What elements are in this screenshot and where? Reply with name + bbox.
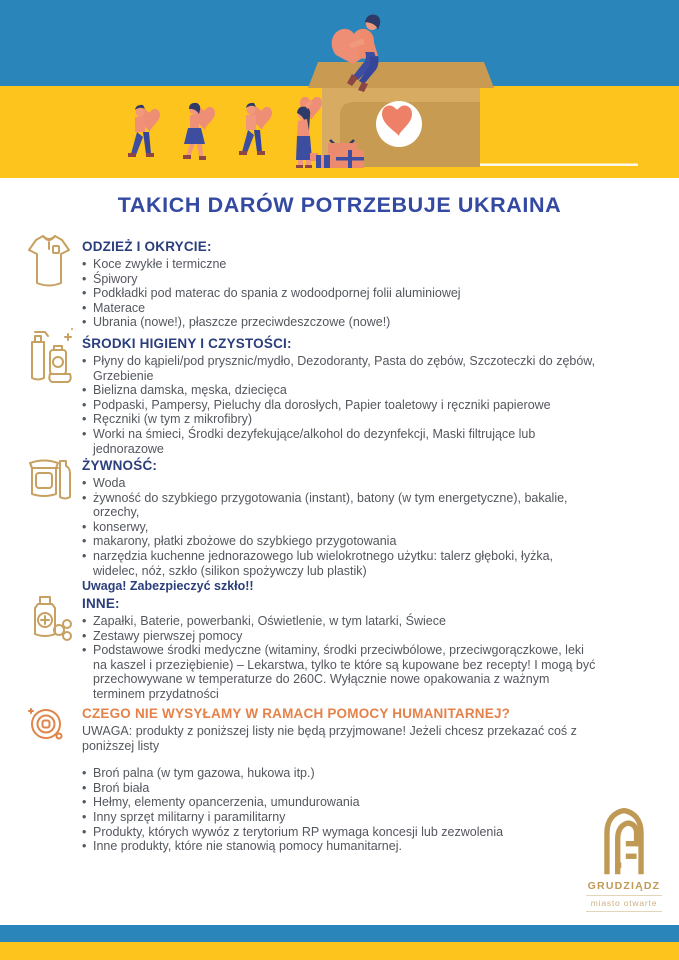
section-list: [82, 476, 598, 578]
people-carrying-hearts-to-donation-box: [0, 0, 679, 178]
list-item: • Bielizna damska, męska, dziecięca: [82, 383, 598, 398]
list-item: • Woda: [82, 476, 598, 491]
list-item: • Worki na śmieci, Środki dezyfekujące/alkohol do dezynfekcji, Maski filtrujące lub jednorazowe: [82, 427, 598, 456]
list-item: • Podstawowe środki medyczne (witaminy, środki przeciwbólowe, przeciwgorączkowe, leki na kaszel i przeziębienie) – Lekarstwa, tylko te które są kupowane bez recepty! I mogą być przechowywane w temperaturze do 260C. Wyłącznie nowe opakowania z ważnym terminem przydatności: [82, 643, 598, 701]
glass-warning-note: Uwaga! Zabezpieczyć szkło!!: [82, 579, 254, 594]
grudziadz-gate-icon: [595, 806, 653, 876]
list-item: • Produkty, których wywóz z terytorium RP wymaga koncesji lub zezwolenia: [82, 825, 598, 840]
list-item: • Zestawy pierwszej pomocy: [82, 629, 598, 644]
food-jar-icon: [26, 450, 74, 502]
list-item: • narzędzia kuchenne jednorazowego lub wielokrotnego użytku: talerz głęboki, łyżka, widelec, nóż, szkło (silikon spożywczy lub plastik): [82, 549, 598, 578]
page-title: TAKICH DARÓW POTRZEBUJE UKRAINA: [117, 193, 562, 217]
tshirt-icon: [26, 233, 72, 291]
list-item: • Inny sprzęt militarny i paramilitarny: [82, 810, 598, 825]
no-symbol-icon: [26, 706, 68, 748]
section-hygiene: [0, 336, 679, 456]
logo-name: GRUDZIĄDZ: [587, 880, 661, 892]
section-heading: INNE:: [82, 596, 120, 611]
list-item: • Podkładki pod materac do spania z wodoodpornej folii aluminiowej: [82, 286, 598, 301]
city-logo: [586, 806, 662, 912]
list-item: • Płyny do kąpieli/pod prysznic/mydło, Dezodoranty, Pasta do zębów, Szczoteczki do zębów, Grzebienie: [82, 354, 598, 383]
section-heading: ŚRODKI HIGIENY I CZYSTOŚCI:: [82, 336, 292, 351]
prohibited-intro: UWAGA: produkty z poniższej listy nie będą przyjmowane! Jeżeli chcesz przekazać coś z poniższej listy: [82, 724, 577, 753]
list-item: • Materace: [82, 301, 598, 316]
list-item: • Inne produkty, które nie stanowią pomocy humanitarnej.: [82, 839, 598, 854]
section-list: [82, 766, 598, 854]
bottom-yellow-band: [0, 942, 679, 960]
section-heading: ODZIEŻ I OKRYCIE:: [82, 239, 212, 254]
section-list: [82, 354, 598, 456]
list-item: • Śpiwory: [82, 272, 598, 287]
list-item: • Ubrania (nowe!), płaszcze przeciwdeszczowe (nowe!): [82, 315, 598, 330]
medicine-icon: [26, 592, 72, 642]
list-item: • Ręczniki (w tym z mikrofibry): [82, 412, 598, 427]
list-item: • Zapałki, Baterie, powerbanki, Oświetlenie, w tym latarki, Świece: [82, 614, 598, 629]
list-item: • Broń palna (w tym gazowa, hukowa itp.): [82, 766, 598, 781]
section-prohibited: [0, 706, 679, 854]
bottom-blue-band: [0, 925, 679, 942]
logo-tagline: miasto otwarte: [586, 895, 662, 912]
section-list: [82, 257, 598, 330]
section-other: [0, 596, 679, 702]
toiletries-icon: [26, 324, 74, 386]
list-item: • Broń biała: [82, 781, 598, 796]
section-food: [0, 458, 679, 594]
section-heading: ŻYWNOŚĆ:: [82, 458, 158, 473]
list-item: • Hełmy, elementy opancerzenia, umundurowania: [82, 795, 598, 810]
list-item: • makarony, płatki zbożowe do szybkiego przygotowania: [82, 534, 598, 549]
list-item: • żywność do szybkiego przygotowania (instant), batony (w tym energetyczne), bakalie, orzechy,: [82, 491, 598, 520]
section-clothing: [0, 239, 679, 330]
list-item: • Koce zwykłe i termiczne: [82, 257, 598, 272]
list-item: • Podpaski, Pampersy, Pieluchy dla dorosłych, Papier toaletowy i ręczniki papierowe: [82, 398, 598, 413]
section-list: [82, 614, 598, 702]
list-item: • konserwy,: [82, 520, 598, 535]
section-heading: CZEGO NIE WYSYŁAMY W RAMACH POMOCY HUMANITARNEJ?: [82, 706, 511, 721]
